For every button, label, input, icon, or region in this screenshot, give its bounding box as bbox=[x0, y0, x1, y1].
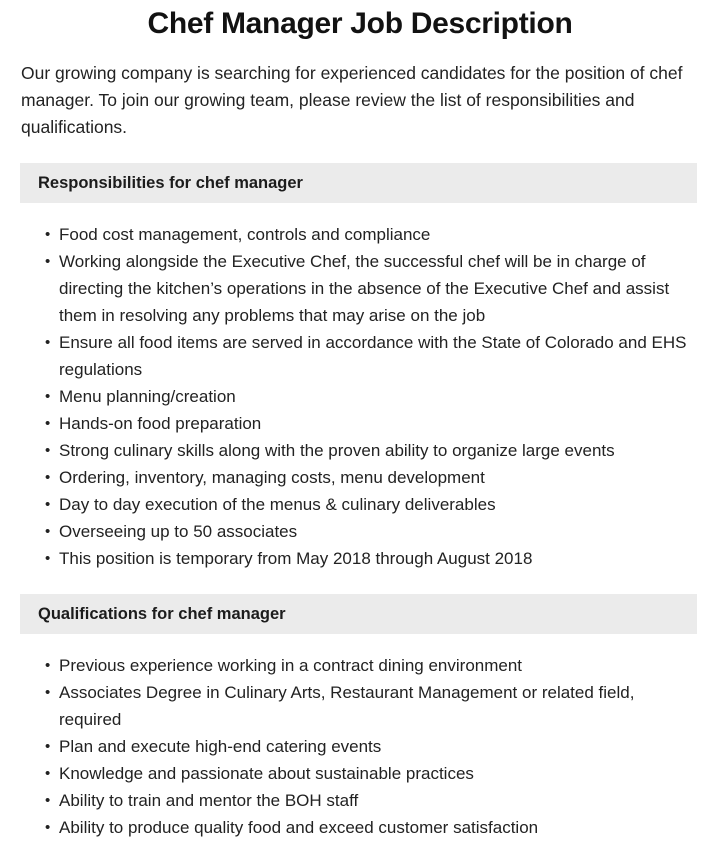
list-item: • Ability to train and mentor the BOH staff bbox=[45, 787, 700, 814]
list-item: • Plan and execute high-end catering events bbox=[45, 733, 700, 760]
bottom-spacer bbox=[0, 841, 720, 865]
list-item: • Overseeing up to 50 associates bbox=[45, 518, 700, 545]
list-item: • Knowledge and passionate about sustainable practices bbox=[45, 760, 700, 787]
intro-paragraph: Our growing company is searching for experienced candidates for the position of chef manager. To join our growing team, please review the list of responsibilities and qualifications. bbox=[21, 63, 683, 137]
list-item: • Strong culinary skills along with the proven ability to organize large events bbox=[45, 437, 700, 464]
qualifications-list bbox=[0, 634, 720, 841]
list-item: • Previous experience working in a contract dining environment bbox=[45, 652, 700, 679]
list-item: • Ensure all food items are served in accordance with the State of Colorado and EHS regulations bbox=[45, 329, 700, 383]
section-header-responsibilities bbox=[20, 163, 697, 203]
list-item: • Day to day execution of the menus & culinary deliverables bbox=[45, 491, 700, 518]
responsibilities-list bbox=[0, 203, 720, 572]
list-item: • This position is temporary from May 2018 through August 2018 bbox=[45, 545, 700, 572]
section-qualifications bbox=[0, 594, 720, 841]
section-responsibilities bbox=[0, 163, 720, 572]
list-item: • Ability to produce quality food and exceed customer satisfaction bbox=[45, 814, 700, 841]
section-header-qualifications bbox=[20, 594, 697, 634]
section-heading-label: Qualifications for chef manager bbox=[38, 605, 286, 623]
page-title: Chef Manager Job Description bbox=[147, 7, 573, 40]
section-heading-label: Responsibilities for chef manager bbox=[38, 174, 303, 192]
list-item: • Ordering, inventory, managing costs, menu development bbox=[45, 464, 700, 491]
list-item: • Working alongside the Executive Chef, the successful chef will be in charge of directing the kitchen’s operations in the absence of the Executive Chef and assist them in resolving any problems that may arise on the job bbox=[45, 248, 700, 329]
list-item: • Hands-on food preparation bbox=[45, 410, 700, 437]
list-item: • Associates Degree in Culinary Arts, Restaurant Management or related field, required bbox=[45, 679, 700, 733]
list-item: • Menu planning/creation bbox=[45, 383, 700, 410]
list-item: • Food cost management, controls and compliance bbox=[45, 221, 700, 248]
